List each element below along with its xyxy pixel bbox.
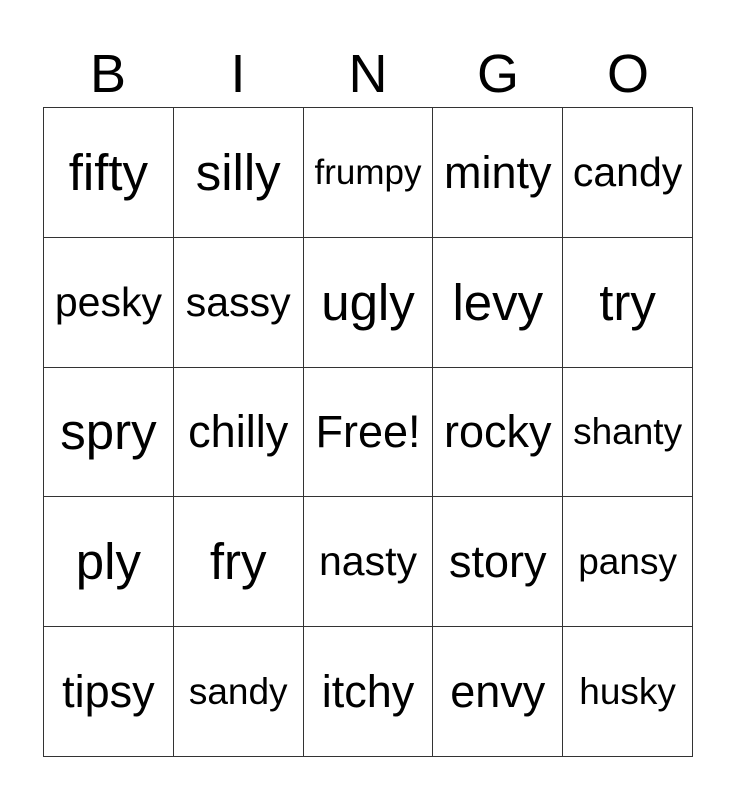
cell-word: ply [75,533,141,591]
cell-word: tipsy [62,666,155,718]
bingo-cell[interactable] [174,108,304,238]
cell-word: sassy [185,278,291,325]
cell-word: husky [579,671,676,713]
bingo-cell[interactable] [304,238,434,368]
header-letter-i: I [230,44,246,104]
bingo-cell[interactable] [44,368,174,498]
header-letter-o: O [606,44,649,104]
cell-word: try [599,273,656,331]
cell-word: story [449,536,547,588]
bingo-board [43,107,693,757]
cell-word: rocky [444,406,552,458]
cell-word: silly [195,143,281,201]
free-space-label: Free! [315,406,421,458]
bingo-cell[interactable] [563,238,693,368]
bingo-cell[interactable] [304,108,434,238]
bingo-cell[interactable] [174,627,304,757]
bingo-cell[interactable] [563,497,693,627]
bingo-cell[interactable] [44,108,174,238]
cell-word: minty [444,146,552,198]
cell-word: ugly [321,273,415,331]
bingo-cell[interactable] [433,108,563,238]
cell-word: candy [572,148,683,195]
bingo-cell[interactable] [44,238,174,368]
header-letter-n: N [348,44,388,104]
cell-word: nasty [318,538,417,585]
bingo-cell[interactable] [44,497,174,627]
bingo-cell[interactable] [174,497,304,627]
cell-word: fifty [68,143,149,201]
bingo-header [43,44,693,104]
bingo-cell[interactable] [174,368,304,498]
bingo-cell[interactable] [563,627,693,757]
bingo-cell[interactable] [433,627,563,757]
cell-word: spry [60,403,157,461]
bingo-cell[interactable] [304,497,434,627]
cell-word: levy [452,273,544,331]
free-space-cell[interactable] [304,368,434,498]
bingo-cell[interactable] [433,238,563,368]
cell-word: fry [209,533,267,591]
header-letter-g: G [476,44,519,104]
cell-word: chilly [188,406,289,458]
cell-word: shanty [573,411,683,453]
bingo-cell[interactable] [433,497,563,627]
bingo-cell[interactable] [563,368,693,498]
bingo-cell[interactable] [304,627,434,757]
bingo-cell[interactable] [563,108,693,238]
cell-word: envy [450,666,546,718]
cell-word: pansy [578,541,677,583]
bingo-cell[interactable] [44,627,174,757]
cell-word: pesky [54,278,162,325]
cell-word: frumpy [314,152,422,192]
bingo-cell[interactable] [174,238,304,368]
header-letter-b: B [89,44,127,104]
cell-word: sandy [188,671,288,713]
cell-word: itchy [321,666,415,718]
bingo-cell[interactable] [433,368,563,498]
